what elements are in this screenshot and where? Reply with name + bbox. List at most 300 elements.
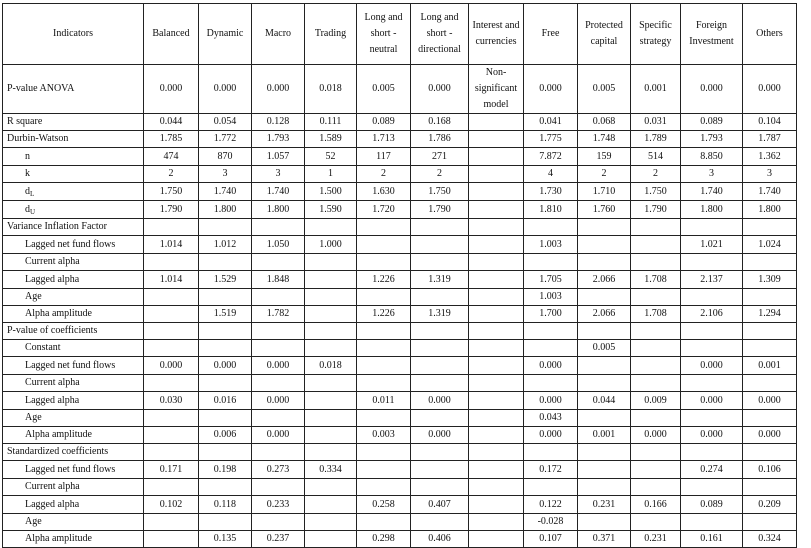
row-label-text: Standardized coefficients: [7, 446, 109, 457]
table-row-sc-alpha-amp: [3, 531, 797, 548]
row-label-text: P-value of coefficients: [7, 325, 98, 336]
cell-ls_directional: 0.000: [411, 392, 469, 410]
cell-ls_neutral: 117: [357, 148, 411, 166]
cell-interest: [469, 148, 524, 166]
cell-trading: [305, 375, 357, 392]
table-row-pvc-current-alpha: [3, 375, 797, 392]
row-label-text: Age: [25, 516, 42, 527]
row-label: [3, 148, 144, 166]
row-label: [3, 65, 144, 114]
cell-specific: [631, 479, 681, 496]
cell-protected: [578, 461, 631, 479]
cell-ls_neutral: 0.298: [357, 531, 411, 548]
cell-balanced: [144, 514, 199, 531]
cell-protected: 2: [578, 166, 631, 183]
cell-ls_directional: 0.000: [411, 65, 469, 114]
cell-protected: 1.748: [578, 131, 631, 148]
cell-others: [743, 514, 797, 531]
cell-foreign: [681, 444, 743, 461]
cell-ls_directional: 2: [411, 166, 469, 183]
cell-macro: 1.800: [252, 201, 305, 219]
cell-protected: [578, 219, 631, 236]
cell-protected: [578, 514, 631, 531]
cell-balanced: [144, 427, 199, 444]
cell-specific: [631, 444, 681, 461]
cell-macro: [252, 479, 305, 496]
cell-balanced: 0.000: [144, 65, 199, 114]
cell-foreign: 0.000: [681, 357, 743, 375]
cell-dynamic: [199, 410, 252, 427]
cell-others: 0.324: [743, 531, 797, 548]
cell-dynamic: [199, 219, 252, 236]
column-header-interest: Interest and currencies: [469, 4, 524, 65]
cell-trading: [305, 410, 357, 427]
cell-interest: [469, 271, 524, 289]
cell-interest: [469, 427, 524, 444]
cell-free: 0.122: [524, 496, 578, 514]
cell-trading: [305, 514, 357, 531]
cell-dynamic: 0.135: [199, 531, 252, 548]
cell-interest: [469, 65, 524, 114]
row-label: [3, 271, 144, 289]
cell-others: 0.000: [743, 65, 797, 114]
cell-trading: [305, 340, 357, 357]
cell-protected: [578, 254, 631, 271]
cell-free: [524, 219, 578, 236]
cell-trading: 0.111: [305, 114, 357, 131]
cell-interest: [469, 444, 524, 461]
cell-macro: 1.050: [252, 236, 305, 254]
cell-ls_directional: 1.790: [411, 201, 469, 219]
cell-dynamic: [199, 375, 252, 392]
table-row-r-square: [3, 114, 797, 131]
cell-balanced: 0.102: [144, 496, 199, 514]
row-label-text: Lagged alpha: [25, 498, 80, 510]
cell-foreign: 1.021: [681, 236, 743, 254]
cell-specific: [631, 357, 681, 375]
column-header-free: Free: [524, 4, 578, 65]
row-label: [3, 183, 144, 201]
cell-others: 1.309: [743, 271, 797, 289]
cell-foreign: [681, 219, 743, 236]
cell-others: [743, 254, 797, 271]
row-label-text: Current alpha: [25, 377, 80, 388]
cell-ls_directional: [411, 357, 469, 375]
row-label-text: Age: [25, 412, 42, 423]
table-row-vif-age: [3, 289, 797, 306]
cell-others: 1.362: [743, 148, 797, 166]
row-label-text: P-value ANOVA: [7, 83, 75, 94]
cell-protected: 0.005: [578, 65, 631, 114]
cell-protected: [578, 479, 631, 496]
cell-foreign: [681, 254, 743, 271]
row-label: [3, 306, 144, 323]
cell-protected: 0.005: [578, 340, 631, 357]
cell-others: [743, 289, 797, 306]
table-row-vif-lagged-net: [3, 236, 797, 254]
table-row-k: [3, 166, 797, 183]
cell-foreign: [681, 375, 743, 392]
cell-ls_directional: [411, 323, 469, 340]
cell-others: [743, 375, 797, 392]
cell-ls_neutral: 0.005: [357, 65, 411, 114]
cell-balanced: [144, 375, 199, 392]
table-row-pvc-alpha-amp: [3, 427, 797, 444]
cell-others: 1.740: [743, 183, 797, 201]
cell-balanced: 1.785: [144, 131, 199, 148]
cell-macro: 0.000: [252, 357, 305, 375]
cell-interest: [469, 306, 524, 323]
row-label: [3, 479, 144, 496]
cell-foreign: 2.137: [681, 271, 743, 289]
cell-free: 0.041: [524, 114, 578, 131]
cell-specific: 1.789: [631, 131, 681, 148]
cell-foreign: [681, 514, 743, 531]
row-label-text: Lagged alpha: [25, 394, 80, 406]
cell-balanced: 2: [144, 166, 199, 183]
cell-interest: [469, 340, 524, 357]
cell-macro: 1.057: [252, 148, 305, 166]
cell-trading: [305, 306, 357, 323]
row-label-text: Alpha amplitude: [25, 429, 92, 440]
cell-protected: 2.066: [578, 306, 631, 323]
cell-protected: 0.044: [578, 392, 631, 410]
cell-free: [524, 254, 578, 271]
cell-trading: 1.000: [305, 236, 357, 254]
cell-ls_neutral: [357, 340, 411, 357]
cell-dynamic: [199, 514, 252, 531]
cell-trading: [305, 531, 357, 548]
cell-ls_directional: 0.407: [411, 496, 469, 514]
column-header-trading: Trading: [305, 4, 357, 65]
cell-ls_neutral: 1.226: [357, 271, 411, 289]
column-header-ls_neutral: Long and short - neutral: [357, 4, 411, 65]
cell-macro: [252, 219, 305, 236]
table-row-pvc-age: [3, 410, 797, 427]
cell-trading: [305, 427, 357, 444]
cell-foreign: 1.740: [681, 183, 743, 201]
cell-interest: [469, 531, 524, 548]
row-label: [3, 289, 144, 306]
cell-ls_neutral: [357, 236, 411, 254]
column-header-others: Others: [743, 4, 797, 65]
cell-balanced: [144, 289, 199, 306]
cell-specific: 0.231: [631, 531, 681, 548]
cell-ls_neutral: [357, 375, 411, 392]
row-label: [3, 444, 144, 461]
row-label-text: Constant: [25, 342, 61, 353]
table-row-pvc-constant: [3, 340, 797, 357]
column-header-balanced: Balanced: [144, 4, 199, 65]
cell-free: 1.003: [524, 236, 578, 254]
cell-trading: [305, 444, 357, 461]
cell-macro: 1.782: [252, 306, 305, 323]
cell-ls_neutral: 1.713: [357, 131, 411, 148]
cell-balanced: [144, 340, 199, 357]
cell-macro: 0.000: [252, 427, 305, 444]
cell-ls_neutral: [357, 219, 411, 236]
cell-macro: 1.848: [252, 271, 305, 289]
cell-others: 0.106: [743, 461, 797, 479]
cell-balanced: [144, 444, 199, 461]
cell-dynamic: [199, 340, 252, 357]
cell-specific: [631, 410, 681, 427]
cell-trading: 1: [305, 166, 357, 183]
cell-interest: [469, 357, 524, 375]
cell-dynamic: 1.519: [199, 306, 252, 323]
cell-ls_directional: 0.168: [411, 114, 469, 131]
row-label-text: Lagged net fund flows: [25, 359, 116, 371]
cell-interest: [469, 236, 524, 254]
cell-ls_neutral: 0.003: [357, 427, 411, 444]
table-row-n: [3, 148, 797, 166]
row-label: [3, 254, 144, 271]
row-label: [3, 340, 144, 357]
cell-foreign: [681, 479, 743, 496]
cell-macro: [252, 323, 305, 340]
cell-others: 1.800: [743, 201, 797, 219]
cell-ls_neutral: [357, 461, 411, 479]
table-row-sc-current-alpha: [3, 479, 797, 496]
cell-dynamic: 3: [199, 166, 252, 183]
row-label: [3, 357, 144, 375]
cell-protected: [578, 410, 631, 427]
cell-protected: [578, 444, 631, 461]
cell-protected: [578, 323, 631, 340]
cell-macro: 0.237: [252, 531, 305, 548]
cell-foreign: 2.106: [681, 306, 743, 323]
cell-specific: [631, 236, 681, 254]
column-header-specific: Specific strategy: [631, 4, 681, 65]
cell-free: 1.003: [524, 289, 578, 306]
cell-free: [524, 444, 578, 461]
cell-ls_directional: 0.406: [411, 531, 469, 548]
cell-trading: 0.334: [305, 461, 357, 479]
row-label-text: Lagged net fund flows: [25, 238, 116, 250]
table-row-dl: [3, 183, 797, 201]
cell-others: [743, 444, 797, 461]
cell-balanced: 1.750: [144, 183, 199, 201]
cell-macro: 0.000: [252, 392, 305, 410]
cell-free: 7.872: [524, 148, 578, 166]
cell-ls_directional: [411, 444, 469, 461]
cell-foreign: [681, 323, 743, 340]
cell-interest: [469, 496, 524, 514]
cell-ls_neutral: 0.258: [357, 496, 411, 514]
row-label-text: R square: [7, 116, 43, 127]
cell-macro: 0.233: [252, 496, 305, 514]
row-label: [3, 375, 144, 392]
cell-free: [524, 323, 578, 340]
table-row-pvc-lagged-alpha: [3, 392, 797, 410]
cell-specific: [631, 254, 681, 271]
column-header-foreign: Foreign Investment: [681, 4, 743, 65]
cell-protected: 159: [578, 148, 631, 166]
table-row-vif-lagged-alpha: [3, 271, 797, 289]
cell-interest: [469, 323, 524, 340]
cell-others: 0.104: [743, 114, 797, 131]
row-label: [3, 392, 144, 410]
table-row-vif: [3, 219, 797, 236]
cell-ls_directional: [411, 254, 469, 271]
row-label-text: Durbin-Watson: [7, 133, 69, 144]
cell-ls_directional: [411, 461, 469, 479]
cell-specific: 1.708: [631, 271, 681, 289]
cell-trading: 1.589: [305, 131, 357, 148]
cell-others: 0.000: [743, 427, 797, 444]
cell-dynamic: 0.198: [199, 461, 252, 479]
cell-balanced: 0.000: [144, 357, 199, 375]
cell-interest: [469, 219, 524, 236]
cell-interest: [469, 183, 524, 201]
cell-free: 1.775: [524, 131, 578, 148]
cell-foreign: 1.800: [681, 201, 743, 219]
table-row-sc-age: [3, 514, 797, 531]
cell-specific: 1.708: [631, 306, 681, 323]
cell-balanced: 0.044: [144, 114, 199, 131]
cell-specific: 1.790: [631, 201, 681, 219]
cell-interest: [469, 114, 524, 131]
row-label: [3, 114, 144, 131]
cell-foreign: [681, 340, 743, 357]
cell-balanced: 0.030: [144, 392, 199, 410]
cell-ls_neutral: [357, 410, 411, 427]
cell-balanced: [144, 531, 199, 548]
cell-free: 1.810: [524, 201, 578, 219]
cell-dynamic: 870: [199, 148, 252, 166]
cell-trading: 1.590: [305, 201, 357, 219]
cell-protected: [578, 236, 631, 254]
cell-foreign: 0.000: [681, 427, 743, 444]
cell-balanced: [144, 306, 199, 323]
cell-others: 0.001: [743, 357, 797, 375]
row-label-text: k: [25, 168, 30, 179]
cell-specific: [631, 289, 681, 306]
cell-interest: [469, 461, 524, 479]
cell-free: [524, 375, 578, 392]
cell-ls_neutral: [357, 289, 411, 306]
cell-protected: 0.371: [578, 531, 631, 548]
cell-interest: [469, 375, 524, 392]
cell-dynamic: [199, 444, 252, 461]
cell-macro: 3: [252, 166, 305, 183]
table-row-sc-lagged-alpha: [3, 496, 797, 514]
cell-ls_directional: [411, 514, 469, 531]
cell-macro: 0.000: [252, 65, 305, 114]
cell-foreign: [681, 410, 743, 427]
cell-free: [524, 340, 578, 357]
cell-balanced: [144, 323, 199, 340]
cell-ls_directional: [411, 236, 469, 254]
cell-interest: [469, 131, 524, 148]
cell-ls_neutral: [357, 254, 411, 271]
cell-foreign: 0.089: [681, 114, 743, 131]
cell-ls_neutral: 1.226: [357, 306, 411, 323]
cell-dynamic: [199, 289, 252, 306]
cell-balanced: [144, 410, 199, 427]
cell-macro: 1.793: [252, 131, 305, 148]
table-row-du: [3, 201, 797, 219]
cell-protected: 0.231: [578, 496, 631, 514]
cell-free: 0.172: [524, 461, 578, 479]
cell-others: 1.024: [743, 236, 797, 254]
cell-dynamic: 1.529: [199, 271, 252, 289]
cell-trading: [305, 271, 357, 289]
cell-foreign: 0.089: [681, 496, 743, 514]
cell-ls_neutral: [357, 323, 411, 340]
cell-protected: 1.710: [578, 183, 631, 201]
cell-ls_directional: [411, 479, 469, 496]
cell-specific: [631, 461, 681, 479]
cell-macro: [252, 254, 305, 271]
cell-foreign: 0.274: [681, 461, 743, 479]
cell-protected: 0.068: [578, 114, 631, 131]
cell-ls_neutral: 2: [357, 166, 411, 183]
cell-foreign: 3: [681, 166, 743, 183]
cell-macro: [252, 340, 305, 357]
cell-ls_directional: 0.000: [411, 427, 469, 444]
column-header-macro: Macro: [252, 4, 305, 65]
cell-others: [743, 219, 797, 236]
row-label: [3, 201, 144, 219]
row-label: [3, 496, 144, 514]
row-label-subscript: U: [30, 207, 36, 216]
cell-free: 0.000: [524, 392, 578, 410]
cell-others: [743, 340, 797, 357]
cell-foreign: 1.793: [681, 131, 743, 148]
cell-ls_neutral: 1.630: [357, 183, 411, 201]
cell-protected: 2.066: [578, 271, 631, 289]
cell-trading: [305, 479, 357, 496]
cell-ls_directional: 1.786: [411, 131, 469, 148]
cell-trading: 52: [305, 148, 357, 166]
cell-ls_directional: [411, 289, 469, 306]
cell-dynamic: 1.772: [199, 131, 252, 148]
row-label-text: d: [25, 203, 30, 215]
cell-ls_neutral: 0.011: [357, 392, 411, 410]
cell-specific: 1.750: [631, 183, 681, 201]
row-label: [3, 219, 144, 236]
cell-specific: 0.000: [631, 427, 681, 444]
cell-trading: [305, 392, 357, 410]
cell-trading: 1.500: [305, 183, 357, 201]
cell-macro: [252, 444, 305, 461]
row-label: [3, 410, 144, 427]
table-row-pvalue-anova: [3, 65, 797, 114]
cell-ls_directional: [411, 340, 469, 357]
cell-others: 1.294: [743, 306, 797, 323]
cell-specific: [631, 375, 681, 392]
cell-dynamic: 0.016: [199, 392, 252, 410]
cell-free: 0.000: [524, 427, 578, 444]
cell-specific: 0.166: [631, 496, 681, 514]
cell-others: [743, 479, 797, 496]
cell-ls_neutral: [357, 357, 411, 375]
cell-specific: 0.031: [631, 114, 681, 131]
cell-ls_neutral: 0.089: [357, 114, 411, 131]
column-header-protected: Protected capital: [578, 4, 631, 65]
cell-specific: 0.001: [631, 65, 681, 114]
cell-others: [743, 410, 797, 427]
cell-ls_directional: [411, 375, 469, 392]
cell-free: -0.028: [524, 514, 578, 531]
cell-ls_directional: [411, 219, 469, 236]
cell-others: [743, 323, 797, 340]
cell-ls_directional: 1.319: [411, 306, 469, 323]
cell-ls_directional: [411, 410, 469, 427]
cell-others: 3: [743, 166, 797, 183]
cell-protected: 1.760: [578, 201, 631, 219]
